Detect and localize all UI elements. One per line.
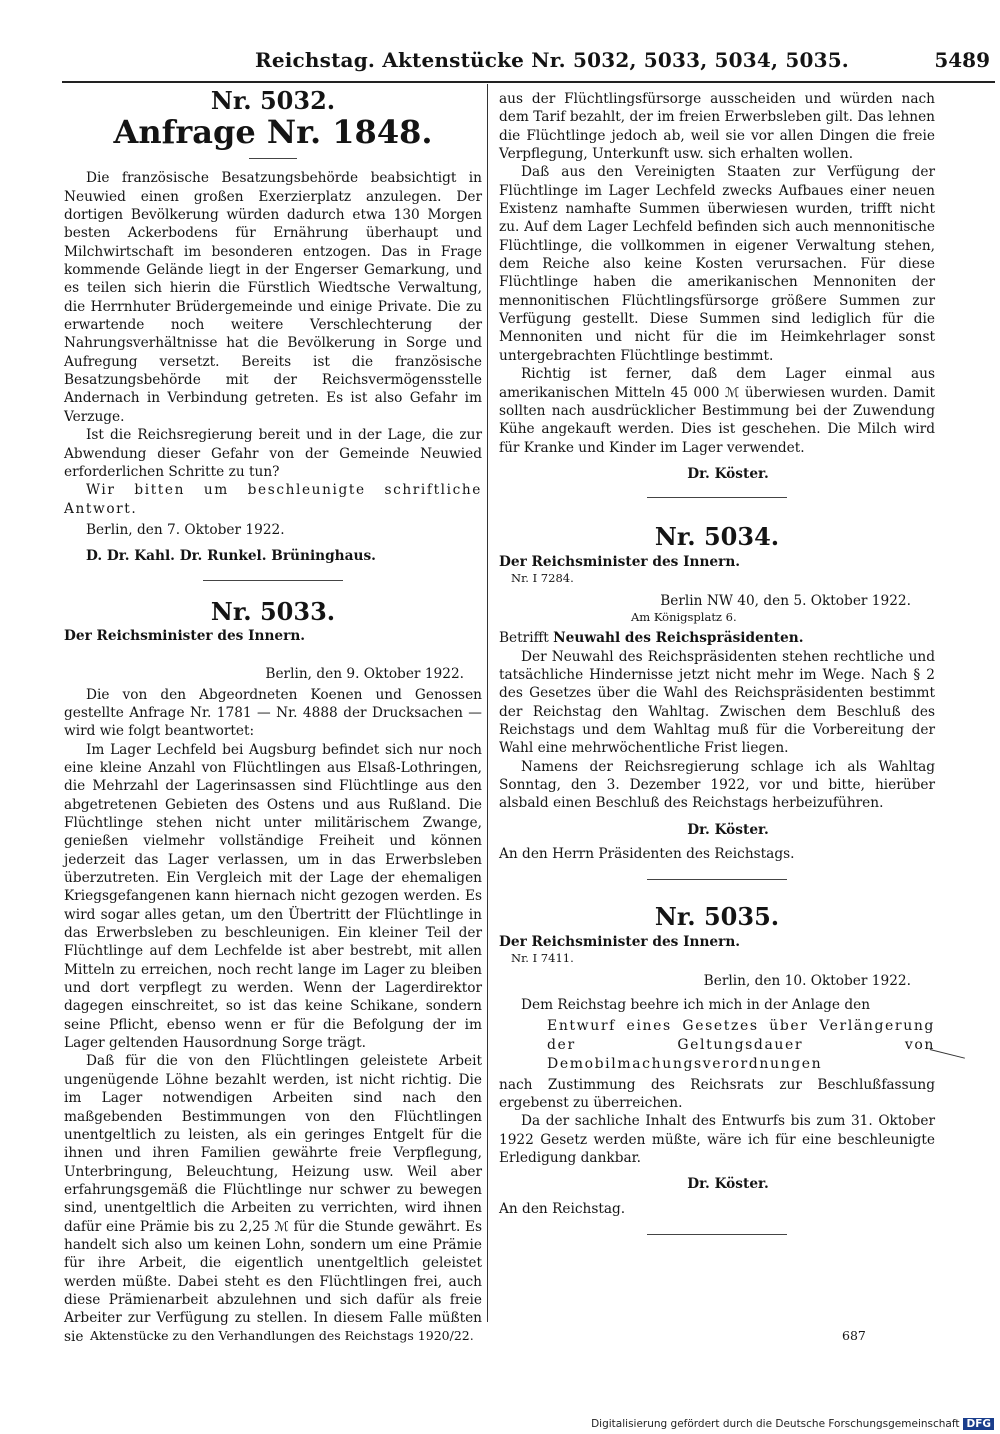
after-5035: nach Zustimmung des Reichsrats zur Beschlußfassung ergebenst zu überreichen.: [499, 1076, 935, 1112]
running-title: Reichstag. Aktenstücke Nr. 5032, 5033, 5034, 5035.: [255, 48, 849, 72]
date-5034: Berlin NW 40, den 5. Oktober 1922.: [660, 592, 911, 609]
doc-5033-title: Nr. 5033.: [210, 596, 336, 626]
paragraph: Die französische Besatzungsbehörde beabsichtigt in Neuwied einen großen Exerzierplatz anzulegen. Der dortigen Bevölkerung würden dadurch etwa 130 Morgen besten Ackerbodens für Ernährung überhaupt und Milchwirtschaft im besonderen entzogen. Das in Frage kommende Gelände liegt in der Engerser Gemarkung, und es teilen sich hierin die Fürstlich Wiedtsche Verwaltung, die Herrnhuter Brüdergemeinde und einige Private. Die zu erwartende noch weitere Verschlechterung der Nahrungsverhältnisse hat die Bevölkerung in Sorge und Aufregung versetzt. Bereits ist die französische Besatzungsbehörde mit der Reichsvermögensstelle Andernach in Verbindung getreten. Es ist also Gefahr im Verzuge.: [64, 170, 482, 425]
signature-5034: Dr. Köster.: [687, 821, 769, 838]
section-divider: [647, 497, 787, 498]
column-divider: [487, 84, 488, 1322]
page-number: 5489: [934, 48, 990, 72]
doc-5035-title: Nr. 5035.: [654, 902, 780, 932]
footer-left: Aktenstücke zu den Verhandlungen des Reichstags 1920/22.: [90, 1328, 474, 1343]
betreff-5034: [499, 629, 935, 647]
divider: [249, 158, 297, 159]
paragraph: Namens der Reichsregierung schlage ich als Wahltag Sonntag, den 3. Dezember 1922, vor und bitte, hierüber alsbald einen Beschluß des Reichstags herbeizuführen.: [499, 758, 935, 812]
paragraph: Der Neuwahl des Reichspräsidenten stehen rechtliche und tatsächliche Hindernisse jetzt nicht mehr im Wege. Nach § 2 des Gesetzes über die Wahl des Reichspräsidenten bestimmt der Reichstag den Wahltag. Zwischen dem Beschluß des Reichstags und dem Wahltag muß für die Vorbereitung der Wahl eine mehrwöchentliche Frist liegen.: [499, 648, 935, 757]
ref-5034: Nr. I 7284.: [511, 570, 574, 585]
signatures-5032: D. Dr. Kahl. Dr. Runkel. Brüninghaus.: [86, 548, 376, 565]
dfg-stamp: [591, 1418, 994, 1430]
margin-line: [930, 1049, 965, 1059]
paragraph: Da der sachliche Inhalt des Entwurfs bis zum 31. Oktober 1922 Gesetz werden müßte, wäre ich für eine beschleunigte Erledigung dankbar.: [499, 1113, 935, 1167]
paragraph: Wir bitten um beschleunigte schriftliche Antwort.: [64, 482, 482, 517]
paragraph: Daß für die von den Flüchtlingen geleistete Arbeit ungenügende Löhne bezahlt werden, ist nicht richtig. Die im Lager notwendigen Arbeiten sind nach den maßgebenden Bestimmungen von den Flüchtlingen unentgeltlich zu leisten, als ein geringes Entgelt für die ihnen und ihren Familien gewährte freie Verpflegung, Unterbringung, Beleuchtung, Heizung usw. Weil aber erfahrungsgemäß die Flüchtlinge nur schwer zu bewegen sind, unentgeltlich die Arbeiten zu verrichten, wird ihnen dafür eine Prämie bis zu 2,25 ℳ für die Stunde gewährt. Es handelt sich also um keinen Lohn, sondern um eine Prämie für ihre Arbeit, die eigentlich unentgeltlich geleistet werden müßte. Dabei steht es den Flüchtlingen frei, auch diese Prämienarbeit abzulehnen und sich dafür als freie Arbeiter zur Verfügung zu stellen. In diesem Falle müßten sie: [64, 1053, 482, 1345]
footer-page: 687: [842, 1328, 866, 1343]
section-divider: [647, 879, 787, 880]
ref-5035: Nr. I 7411.: [511, 951, 574, 966]
paragraph: Ist die Reichsregierung bereit und in der Lage, die zur Abwendung dieser Gefahr von der Gemeinde Neuwied erforderlichen Schritte zu tun?: [64, 427, 482, 480]
paragraph: Im Lager Lechfeld bei Augsburg befindet sich nur noch eine kleine Anzahl von Flüchtlingen aus Elsaß-Lothringen, die Mehrzahl der Lagerinsassen sind Flüchtlinge aus den abgetretenen Gebieten des Ostens und aus Rußland. Die Flüchtlinge stehen nicht unter militärischem Zwange, genießen vielmehr vollständige Freiheit und können jederzeit das Lager verlassen, um in das Erwerbsleben überzutreten. Ein Vergleich mit der Lage der ehemaligen Kriegsgefangenen kann hiernach nicht gezogen werden. Es wird sogar alles getan, um den Übertritt der Flüchtlinge in das Erwerbsleben zu beschleunigen. Ein kleiner Teil der Flüchtlinge auf dem Lechfelde ist aber bestrebt, mit allen Mitteln zu erreichen, noch recht lange im Lager zu bleiben und dort verpflegt zu werden. Wenn der Lagerdirektor dagegen einschreitet, so ist das keine Schikane, sondern seine Pflicht, ebenso wenn er für die Befolgung der im Lager geltenden Hausordnung Sorge trägt.: [64, 741, 482, 1052]
anfrage-heading: Anfrage Nr. 1848.: [113, 113, 433, 152]
date-5035: Berlin, den 10. Oktober 1922.: [703, 973, 911, 990]
date-5032: Berlin, den 7. Oktober 1922.: [86, 521, 285, 538]
signature-5035: Dr. Köster.: [687, 1176, 769, 1193]
stamp-text: Digitalisierung gefördert durch die Deutsche Forschungsgemeinschaft: [591, 1418, 960, 1430]
sender-5033: Der Reichsminister des Innern.: [64, 627, 306, 644]
addressee-5035: An den Reichstag.: [499, 1200, 626, 1217]
doc-5032-title: Nr. 5032.: [210, 86, 336, 115]
lead-5035: Dem Reichstag beehre ich mich in der Anlage den: [521, 997, 871, 1014]
section-divider: [203, 580, 343, 581]
paragraph: Daß aus den Vereinigten Staaten zur Verfügung der Flüchtlinge im Lager Lechfeld zwecks Aufbaues einer neuen Existenz namhafte Summen überwiesen wurden, trifft nicht zu. Auf dem Lager Lechfeld befinden sich auch mennonitische Flüchtlinge, die vollkommen in eigener Verwaltung stehen, dem Reiche also keine Kosten verursachen. Für diese Flüchtlinge haben die amerikanischen Mennoniten der mennonitischen Flüchtlingsfürsorge größere Summen zur Verfügung gestellt. Diese Summen sind lediglich für die Mennoniten und nicht für die im Heimkehrlager sonst untergebrachten Flüchtlinge bestimmt.: [499, 164, 935, 364]
betreff-text: Neuwahl des Reichspräsidenten.: [553, 630, 804, 647]
addressee-5034: An den Herrn Präsidenten des Reichstags.: [499, 846, 795, 863]
paragraph-continued: aus der Flüchtlingsfürsorge ausscheiden und würden nach dem Tarif bezahlt, der im freien Erwerbsleben gilt. Das lehnen die Flüchtlinge jedoch ab, weil sie vor allen Dingen die freie Verpflegung, Unterkunft usw. sich erhalten wollen.: [499, 91, 935, 163]
sender-5034: Der Reichsminister des Innern.: [499, 553, 741, 570]
section-divider: [647, 1234, 787, 1235]
betreff-label: Betrifft: [499, 630, 549, 647]
sender-5035: Der Reichsminister des Innern.: [499, 933, 741, 950]
date-5033: Berlin, den 9. Oktober 1922.: [265, 666, 464, 683]
gesetz-title: Entwurf eines Gesetzes über Verlängerung der Geltungsdauer von Demobilmachungsverordnungen: [547, 1017, 935, 1072]
paragraph: Richtig ist ferner, daß dem Lager einmal aus amerikanischen Mitteln 45 000 ℳ überwiesen wurden. Damit sollten nach ausdrücklicher Bestimmung bei der Zuwendung Kühe angekauft werden. Dies ist geschehen. Die Milch wird für Kranke und Kinder im Lager verwendet.: [499, 366, 935, 456]
address-5034: Am Königsplatz 6.: [631, 610, 737, 625]
intro-5033: Die von den Abgeordneten Koenen und Genossen gestellte Anfrage Nr. 1781 — Nr. 4888 der Drucksachen — wird wie folgt beantwortet:: [64, 686, 482, 740]
header-rule: [62, 81, 995, 83]
signature-5033: Dr. Köster.: [687, 465, 769, 482]
doc-5034-title: Nr. 5034.: [654, 522, 780, 552]
right-column: [499, 90, 935, 1235]
left-column: [64, 86, 482, 1346]
dfg-logo: DFG: [963, 1418, 994, 1430]
